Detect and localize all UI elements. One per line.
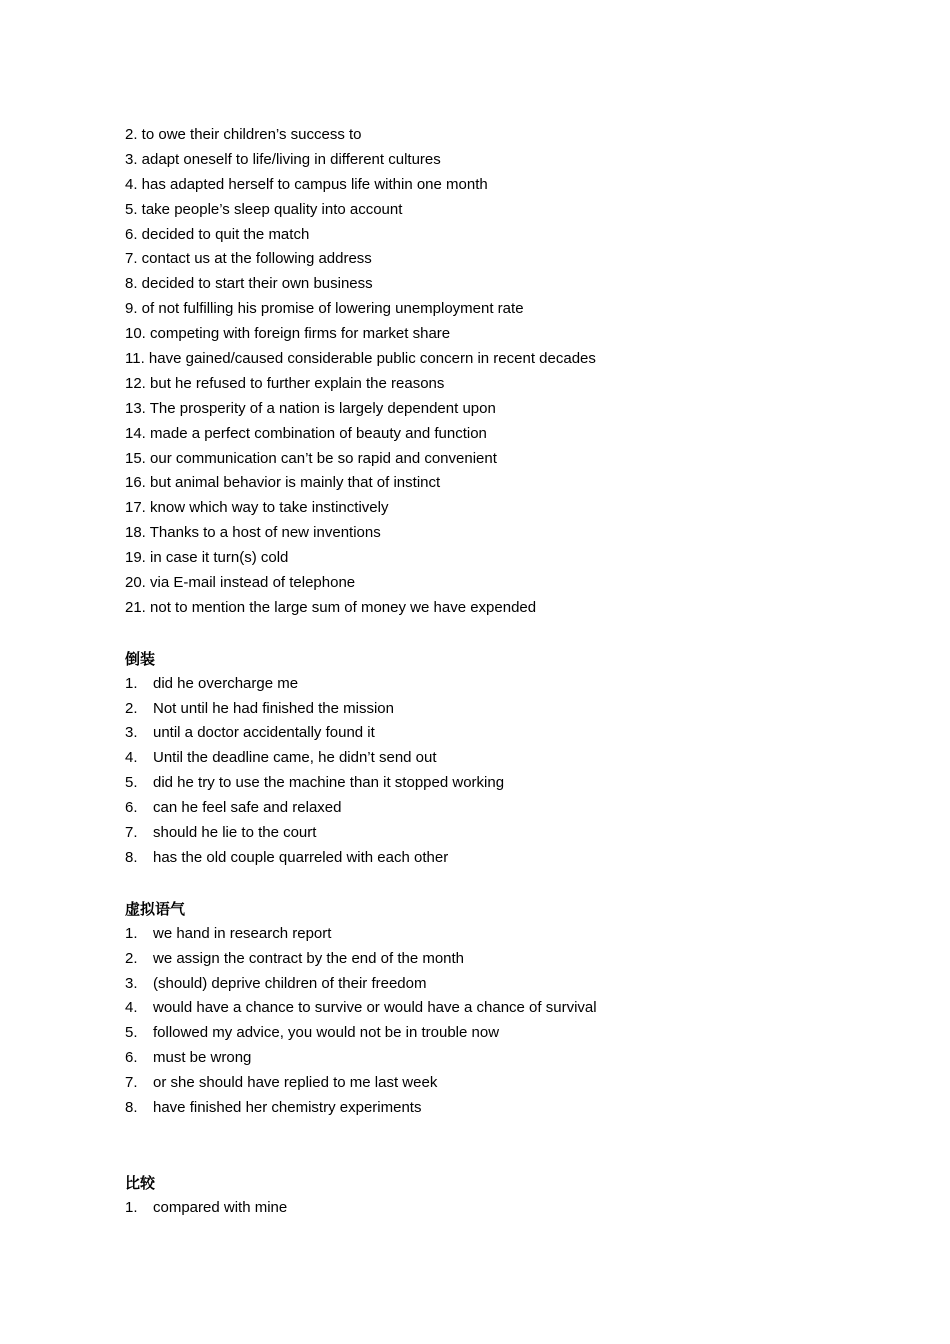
item-number: 8. [125, 1098, 138, 1116]
section-heading-inversion: 倒装 [125, 649, 156, 668]
list-item: 9. of not fulfilling his promise of lowering unemployment rate [125, 300, 524, 318]
list-item [125, 721, 825, 746]
item-number: 4. [125, 749, 138, 767]
list-item [125, 796, 825, 821]
list-item: 7. contact us at the following address [125, 250, 372, 268]
item-text: have finished her chemistry experiments [153, 1098, 422, 1116]
item-number: 5. [125, 1024, 138, 1042]
list-item: 3. adapt oneself to life/living in different cultures [125, 150, 441, 168]
list-item [125, 697, 825, 722]
item-text: Until the deadline came, he didn’t send out [153, 749, 437, 767]
translation-list [125, 123, 825, 621]
list-item [125, 972, 825, 997]
list-item [125, 947, 825, 972]
item-number: 2. [125, 949, 138, 967]
list-item: 19. in case it turn(s) cold [125, 549, 289, 567]
item-number: 1. [125, 674, 138, 692]
item-text: we hand in research report [153, 924, 332, 942]
item-text: did he overcharge me [153, 674, 299, 692]
item-number: 3. [125, 724, 138, 742]
item-number: 6. [125, 799, 138, 817]
list-item [125, 672, 825, 697]
list-item: 2. to owe their children’s success to [125, 126, 362, 143]
list-item [125, 1071, 825, 1096]
subjunctive-section [125, 897, 825, 1121]
item-text: would have a chance to survive or would have a chance of survival [153, 999, 597, 1017]
list-item: 5. take people’s sleep quality into account [125, 200, 403, 218]
list-item [125, 846, 825, 871]
item-text: has the old couple quarreled with each other [153, 848, 449, 866]
item-text: until a doctor accidentally found it [153, 724, 375, 742]
list-item: 18. Thanks to a host of new inventions [125, 524, 381, 542]
item-text: must be wrong [153, 1049, 252, 1067]
item-number: 3. [125, 974, 138, 992]
list-item: 13. The prosperity of a nation is largely dependent upon [125, 399, 496, 417]
list-item [125, 821, 825, 846]
section-spacer [125, 621, 825, 647]
item-number: 7. [125, 1074, 138, 1092]
list-item: 6. decided to quit the match [125, 225, 310, 243]
document-content [125, 123, 825, 1221]
item-number: 5. [125, 774, 138, 792]
list-item [125, 922, 825, 947]
list-item [125, 1046, 825, 1071]
list-item [125, 1196, 825, 1221]
item-number: 8. [125, 848, 138, 866]
item-text: compared with mine [153, 1198, 288, 1216]
item-number: 6. [125, 1049, 138, 1067]
item-text: did he try to use the machine than it stopped working [153, 774, 505, 792]
list-item: 17. know which way to take instinctively [125, 499, 389, 517]
section-heading-subjunctive: 虚拟语气 [125, 899, 186, 918]
item-number: 1. [125, 1198, 138, 1216]
inversion-section [125, 647, 825, 871]
list-item [125, 771, 825, 796]
item-text: should he lie to the court [153, 824, 317, 842]
item-number: 4. [125, 999, 138, 1017]
list-item [125, 746, 825, 771]
list-item: 8. decided to start their own business [125, 275, 373, 293]
list-item: 12. but he refused to further explain the reasons [125, 374, 445, 392]
section-heading-comparison: 比较 [125, 1173, 156, 1192]
list-item: 11. have gained/caused considerable public concern in recent decades [125, 350, 596, 368]
item-text: (should) deprive children of their freedom [153, 974, 427, 992]
item-number: 1. [125, 924, 138, 942]
comparison-section [125, 1171, 825, 1221]
item-text: can he feel safe and relaxed [153, 799, 342, 817]
item-number: 2. [125, 699, 138, 717]
section-spacer [125, 1121, 825, 1171]
item-text: Not until he had finished the mission [153, 699, 394, 717]
list-item: 16. but animal behavior is mainly that of instinct [125, 474, 441, 492]
list-item: 15. our communication can’t be so rapid and convenient [125, 449, 497, 467]
list-item: 10. competing with foreign firms for market share [125, 325, 451, 343]
list-item [125, 1096, 825, 1121]
item-text: followed my advice, you would not be in trouble now [153, 1024, 500, 1042]
list-item: 20. via E-mail instead of telephone [125, 574, 356, 592]
list-item: 21. not to mention the large sum of money we have expended [125, 598, 537, 616]
list-item: 14. made a perfect combination of beauty and function [125, 424, 487, 442]
list-item [125, 1021, 825, 1046]
list-item: 4. has adapted herself to campus life within one month [125, 175, 488, 193]
list-item [125, 996, 825, 1021]
item-text: or she should have replied to me last week [153, 1074, 438, 1092]
item-number: 7. [125, 824, 138, 842]
section-spacer [125, 871, 825, 897]
item-text: we assign the contract by the end of the month [153, 949, 465, 967]
